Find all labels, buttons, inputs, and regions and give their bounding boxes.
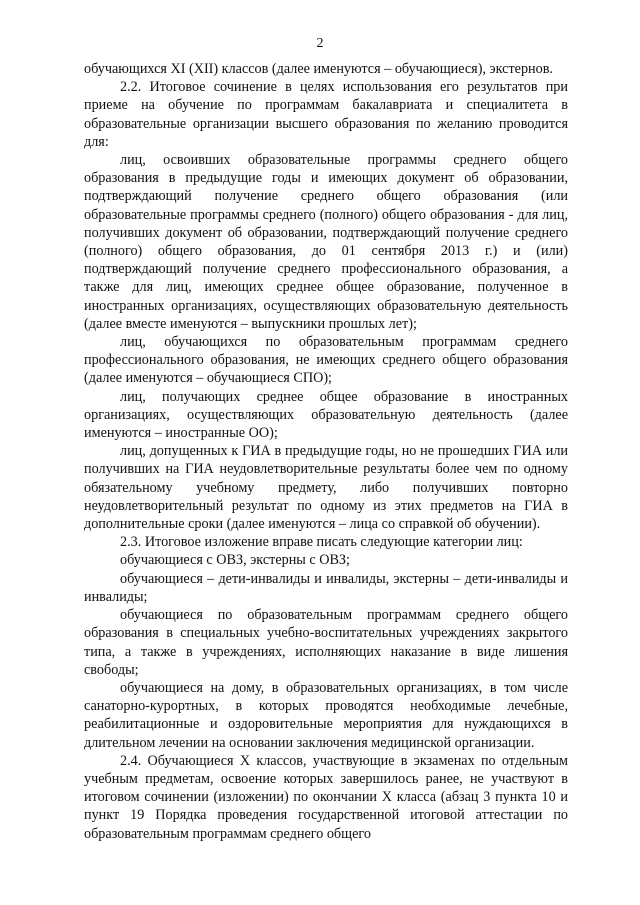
paragraph-home-schooling: обучающиеся на дому, в образовательных организациях, в том числе санаторно-курортных, в которых проводятся необходимые лечебные, реабилитационные и оздоровительные мероприятия для нуждающихся в длительном лечении на основании заключения медицинской организации.	[84, 679, 568, 751]
paragraph-2-3: 2.3. Итоговое изложение вправе писать следующие категории лиц:	[120, 534, 523, 551]
paragraph-disabled: обучающиеся – дети-инвалиды и инвалиды, экстерны – дети-инвалиды и инвалиды;	[84, 570, 568, 605]
document-body	[84, 60, 568, 843]
paragraph-closed-institutions: обучающиеся по образовательным программам среднего общего образования в специальных учебно-воспитательных учреждениях закрытого типа, а также в учреждениях, исполняющих наказание в виде лишения свободы;	[84, 607, 568, 678]
paragraph-spo-students: лиц, обучающихся по образовательным программам среднего профессионального образования, не имеющих среднего общего образования (далее именуются – обучающиеся СПО);	[84, 334, 568, 387]
page-number: 2	[316, 36, 324, 51]
paragraph-certificate-holders: лиц, допущенных к ГИА в предыдущие годы, но не прошедших ГИА или получивших на ГИА неудовлетворительные результаты более чем по одному обязательному учебному предмету, либо получивших повторно неудовлетворительный результат по одному из этих предметов на ГИА в дополнительные сроки (далее именуются – лица со справкой об обучении).	[84, 443, 568, 533]
paragraph-2-4: 2.4. Обучающиеся X классов, участвующие в экзаменах по отдельным учебным предметам, освоение которых завершилось ранее, не участвуют в итоговом сочинении (изложении) по окончании X класса (абзац 3 пункта 10 и пункт 19 Порядка проведения государственной итоговой аттестации по образовательным программам среднего общего	[84, 752, 568, 842]
paragraph-foreign-orgs: лиц, получающих среднее общее образование в иностранных организациях, осуществляющих образовательную деятельность (далее именуются – иностранные ОО);	[84, 388, 568, 442]
paragraph-ovz: обучающиеся с ОВЗ, экстерны с ОВЗ;	[120, 552, 350, 569]
paragraph-graduates-past-years: лиц, освоивших образовательные программы среднего общего образования в предыдущие годы и имеющих документ об образовании, подтверждающий получение среднего общего образования (или образовательные программы среднего (полного) общего образования - для лиц, получивших документ об образовании, подтверждающий получение среднего (полного) общего образования, до 01 сентября 2013 г.) и (или) подтверждающий получение среднего профессионального образования, а также для лиц, имеющих среднее общее образование, полученное в иностранных организациях, осуществляющих образовательную деятельность (далее вместе именуются – выпускники прошлых лет);	[84, 152, 568, 332]
paragraph-2-2: 2.2. Итоговое сочинение в целях использования его результатов при приеме на обучение по программам бакалавриата и специалитета в образовательные организации высшего образования по желанию проводится для:	[84, 79, 568, 150]
paragraph-continuation: обучающихся XI (XII) классов (далее именуются – обучающиеся), экстернов.	[84, 61, 553, 77]
